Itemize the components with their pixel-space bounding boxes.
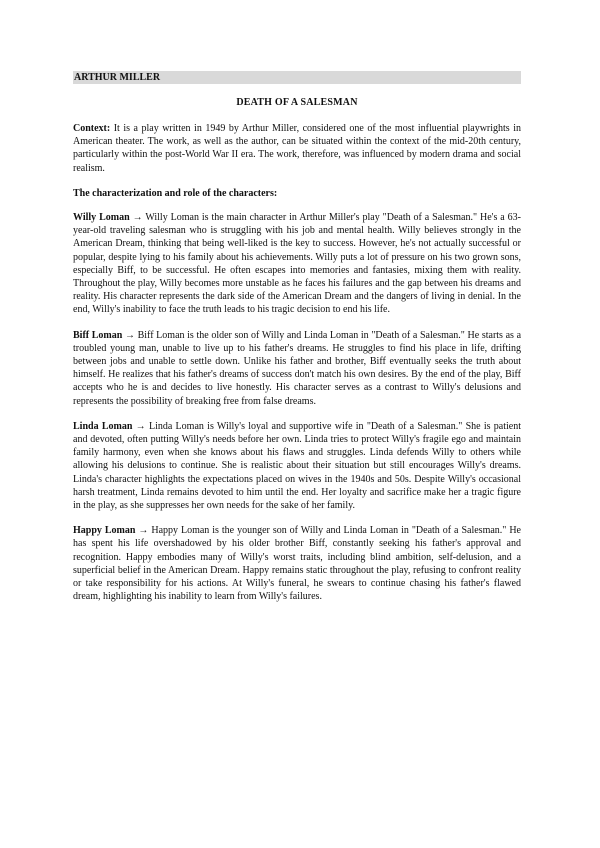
character-text: Willy Loman is the main character in Arthur Miller's play "Death of a Salesman." He's a 63-year-old traveling salesman who is struggling with his job and mental health. Willy believes strongly in the American Dream, thinking that being well-liked is the key to success. However, he's not actually successful or popular, despite lying to his family about his achievements. Willy puts a lot of pressure on his two grown sons, especially Biff, to be successful. He often escapes into memories and fantasies, mixing them with reality. Throughout the play, Willy becomes more unstable as he faces his failures and the gap between his dreams and reality. His character represents the dark side of the American Dream and the dangers of living in denial. In the end, Willy's inability to face the truth leads to his tragic decision to end his life. bbox=[73, 212, 521, 316]
character-paragraph-happy bbox=[73, 524, 521, 603]
document-body bbox=[73, 122, 521, 616]
character-label: Happy Loman → bbox=[73, 525, 149, 537]
context-paragraph bbox=[73, 122, 521, 175]
document-title: DEATH OF A SALESMAN bbox=[236, 97, 358, 108]
character-label: Willy Loman → bbox=[73, 212, 143, 224]
character-paragraph-linda bbox=[73, 420, 521, 512]
section-heading: The characterization and role of the characters: bbox=[73, 187, 278, 199]
character-label: Biff Loman → bbox=[73, 329, 135, 341]
character-paragraph-willy bbox=[73, 211, 521, 317]
character-text: Biff Loman is the older son of Willy and Linda Loman in "Death of a Salesman." He starts as a troubled young man, unable to live up to his father's dreams. He struggles to find his place in life, drifting between jobs and unable to settle down. Unlike his father and brother, Biff eventually seeks the truth about himself. He realizes that his father's dreams of success don't match his own desires. By the end of the play, Biff accepts who he is and decides to live honestly. His character serves as a contrast to Willy's delusions and represents the possibility of breaking free from false dreams. bbox=[73, 329, 522, 407]
character-paragraph-biff bbox=[73, 329, 521, 408]
context-label: Context: bbox=[73, 123, 111, 134]
character-text: Linda Loman is Willy's loyal and supportive wife in "Death of a Salesman." She is patient and devoted, often putting Willy's needs before her own. Linda tries to protect Willy's fragile ego and maintain family harmony, even when she knows about his flaws and struggles. Linda defends Willy to others while allowing his delusions to continue. She is realistic about their situation but still encourages Willy's dreams. Linda's character highlights the expectations placed on wives in the 1940s and 50s. Despite Willy's occasional harsh treatment, Linda remains devoted to him until the end. Her loyalty and sacrifice make her a tragic figure in the play, as she suppresses her own needs for the sake of her family. bbox=[73, 420, 521, 512]
context-text: It is a play written in 1949 by Arthur Miller, considered one of the most influential playwrights in American theater. The work, as well as the author, can be situated within the context of the mid-20th century, particularly within the post-World War II era. The work, therefore, was influenced by modern drama and social realism. bbox=[73, 123, 521, 174]
character-text: Happy Loman is the younger son of Willy and Linda Loman in "Death of a Salesman." He has spent his life overshadowed by his older brother Biff, constantly seeking his father's approval and recognition. Happy embodies many of Willy's worst traits, including blind ambition, self-delusion, and a superficial belief in the American Dream. Happy remains static throughout the play, refusing to confront reality or take responsibility for his actions. At Willy's funeral, he swears to continue chasing his father's flawed dream, highlighting his inability to learn from Willy's failures. bbox=[73, 525, 521, 603]
character-label: Linda Loman → bbox=[73, 420, 146, 432]
author-heading: ARTHUR MILLER bbox=[73, 71, 521, 84]
